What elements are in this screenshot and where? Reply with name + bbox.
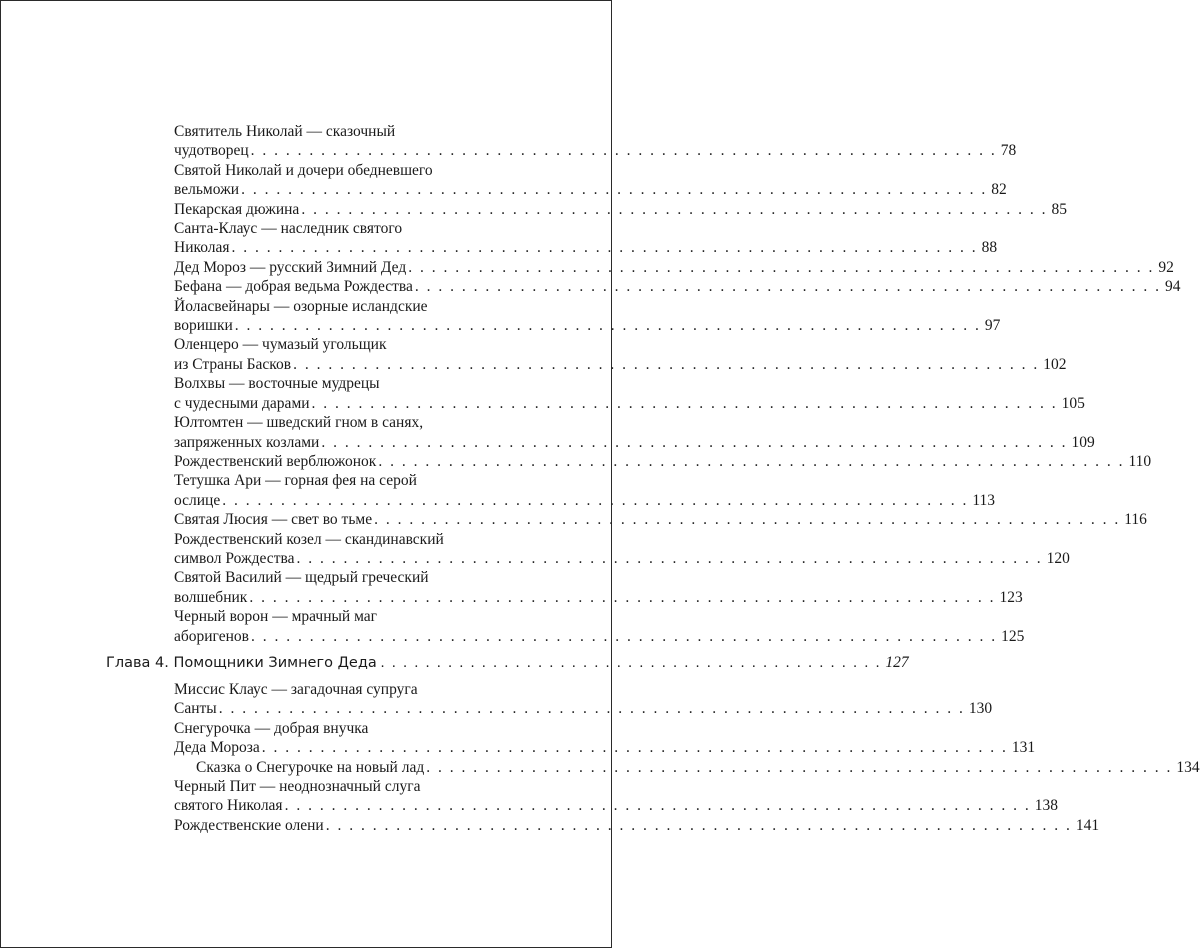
toc-entry[interactable] [106, 258, 1174, 277]
toc-page-number: 109 [1071, 433, 1095, 451]
chapter-title: Глава 4. Помощники Зимнего Деда [106, 654, 377, 671]
leader-dots [222, 491, 968, 510]
toc-entry-title-line: святого Николая [174, 797, 283, 815]
leader-dots [219, 699, 965, 718]
toc-entry-last-line [174, 738, 1036, 757]
toc-entry-last-line [174, 588, 1023, 607]
toc-entry-title-line: Йоласвейнары — озорные исландские [174, 297, 428, 315]
leader-dots [426, 758, 1172, 777]
toc-entry[interactable] [106, 413, 1095, 452]
toc-entry-title-line: Николая [174, 239, 230, 257]
toc-entry[interactable] [106, 297, 1001, 336]
toc-page-number: 88 [981, 239, 998, 257]
toc-entry-last-line [174, 394, 1085, 413]
toc-page-number: 141 [1075, 816, 1100, 834]
toc-entry[interactable] [106, 530, 1070, 569]
toc-page-number: 110 [1128, 452, 1152, 470]
leader-dots [415, 277, 1161, 296]
toc-page-number: 105 [1061, 394, 1085, 412]
toc-page-number: 131 [1011, 739, 1036, 757]
toc-entry-title-line: вельможи [174, 181, 240, 199]
toc-entry[interactable] [106, 777, 1058, 816]
toc-entry-last-line [174, 627, 1025, 646]
leader-dots [374, 510, 1120, 529]
toc-entry[interactable] [106, 161, 1007, 200]
chapter-heading[interactable] [106, 653, 909, 673]
leader-dots [408, 258, 1154, 277]
toc-entries-before [106, 122, 1181, 646]
toc-entry-title-line: Черный Пит — неоднозначный слуга [174, 778, 421, 795]
toc-entry-last-line [174, 549, 1070, 568]
toc-entry-last-line [174, 180, 1007, 199]
toc-entry[interactable] [106, 510, 1147, 529]
toc-entry[interactable] [106, 758, 1200, 777]
toc-entry-title-line: Волхвы — восточные мудрецы [174, 375, 380, 393]
toc-entry-title-line: запряженных козлами [174, 433, 320, 451]
leader-dots [235, 316, 981, 335]
leader-dots [241, 180, 987, 199]
toc-entry-title-line: Оленцеро — чумазый угольщик [174, 336, 387, 354]
toc-page-number: 125 [1001, 627, 1025, 645]
toc-entry-title-line: волшебник [174, 588, 248, 606]
toc-page-number: 85 [1051, 200, 1067, 218]
toc-entry[interactable] [106, 816, 1100, 835]
toc-entry-title-line: Святой Николай и дочери обедневшего [174, 161, 433, 179]
toc-page-number: 78 [1000, 142, 1017, 160]
leader-dots [232, 238, 978, 257]
leader-dots [251, 141, 997, 160]
toc-entry-title-line: Санта-Клаус — наследник святого [174, 220, 403, 238]
toc-entry[interactable] [106, 277, 1181, 296]
leader-dots [301, 200, 1047, 219]
toc-entry-title-line: Снегурочка — добрая внучка [174, 719, 369, 737]
toc-page-number: 102 [1043, 355, 1067, 373]
toc-entry-last-line [174, 510, 1147, 529]
toc-entry-last-line [174, 816, 1100, 835]
toc-page-number: 113 [972, 491, 996, 509]
toc-entry-last-line [174, 141, 1017, 160]
toc-entry-title-line: Сказка о Снегурочке на новый лад [196, 758, 425, 776]
toc-entry-title-line: ослице [174, 491, 221, 509]
toc-entry[interactable] [106, 374, 1085, 413]
toc-page-number: 116 [1124, 511, 1147, 529]
toc-page-number: 130 [968, 700, 993, 718]
toc-entry-title-line: Святая Люсия — свет во тьме [174, 511, 373, 529]
leader-dots [293, 355, 1039, 374]
leader-dots: . . . . . . . . . . . . . . . . . . . . . . . . . . . . . . . . . . . . . . . . . . . . . [380, 654, 882, 671]
toc-entry-title-line: из Страны Басков [174, 355, 292, 373]
toc-page-number: 134 [1176, 758, 1200, 776]
leader-dots [326, 816, 1072, 835]
toc-entry[interactable] [106, 680, 993, 719]
leader-dots [378, 452, 1124, 471]
toc-page-number: 123 [999, 588, 1023, 606]
leader-dots [262, 738, 1008, 757]
toc-entry-title-line: Санты [174, 700, 217, 718]
toc-entry-last-line [174, 277, 1181, 296]
toc-page-number: 97 [984, 317, 1001, 335]
toc-entry[interactable] [106, 568, 1023, 607]
toc-entry-title-line: воришки [174, 317, 233, 335]
toc-entry-title-line: Юлтомтен — шведский гном в санях, [174, 414, 424, 432]
toc-entry-title-line: символ Рождества [174, 549, 295, 567]
toc-page-number: 92 [1158, 258, 1174, 276]
chapter-page-number: 127 [885, 653, 909, 671]
toc-entry-last-line [174, 238, 998, 257]
leader-dots [249, 588, 995, 607]
toc-entry[interactable] [106, 452, 1152, 471]
toc-entry-title-line: Дед Мороз — русский Зимний Дед [174, 258, 407, 276]
leader-dots [251, 627, 997, 646]
toc-entry-title-line: Миссис Клаус — загадочная супруга [174, 680, 418, 698]
toc-entry-title-line: Рождественские олени [174, 816, 324, 834]
toc-entry-title-line: Деда Мороза [174, 739, 260, 757]
toc-page-number: 120 [1046, 549, 1070, 567]
table-of-contents [106, 122, 1200, 835]
toc-entry-last-line [174, 452, 1152, 471]
toc-entry-title-line: Пекарская дюжина [174, 200, 300, 218]
toc-entry-last-line [174, 316, 1001, 335]
toc-entry-last-line [174, 699, 993, 718]
toc-entry[interactable] [106, 607, 1025, 646]
toc-entry-last-line [174, 258, 1174, 277]
toc-entries-after [106, 680, 1200, 835]
toc-entry-last-line [174, 796, 1058, 815]
toc-entry-title-line: с чудесными дарами [174, 394, 310, 412]
toc-entry-title-line: Святитель Николай — сказочный [174, 123, 396, 140]
toc-entry[interactable] [106, 122, 1017, 161]
toc-entry[interactable] [106, 200, 1067, 219]
toc-entry-last-line [196, 758, 1200, 777]
toc-entry-last-line [174, 200, 1067, 219]
leader-dots [296, 549, 1042, 568]
toc-entry-title-line: Рождественский козел — скандинавский [174, 530, 444, 548]
toc-entry-title-line: чудотворец [174, 142, 249, 160]
toc-entry-title-line: Бефана — добрая ведьма Рождества [174, 278, 413, 296]
toc-page-number: 94 [1165, 278, 1181, 296]
toc-page-number: 138 [1034, 797, 1058, 815]
toc-entry[interactable] [106, 335, 1067, 374]
toc-entry-last-line [174, 355, 1067, 374]
toc-page-number: 82 [991, 181, 1007, 199]
leader-dots [312, 394, 1058, 413]
toc-entry-title-line: Рождественский верблюжонок [174, 452, 377, 470]
toc-entry-title-line: Тетушка Ари — горная фея на серой [174, 472, 417, 490]
toc-entry-last-line [174, 433, 1095, 452]
toc-entry-title-line: аборигенов [174, 627, 249, 645]
toc-entry[interactable] [106, 219, 998, 258]
toc-entry-title-line: Святой Василий — щедрый греческий [174, 569, 429, 587]
toc-entry-last-line [174, 491, 996, 510]
toc-entry-title-line: Черный ворон — мрачный маг [174, 608, 378, 626]
leader-dots [285, 796, 1031, 815]
toc-entry[interactable] [106, 471, 996, 510]
leader-dots [321, 433, 1067, 452]
toc-entry[interactable] [106, 719, 1036, 758]
